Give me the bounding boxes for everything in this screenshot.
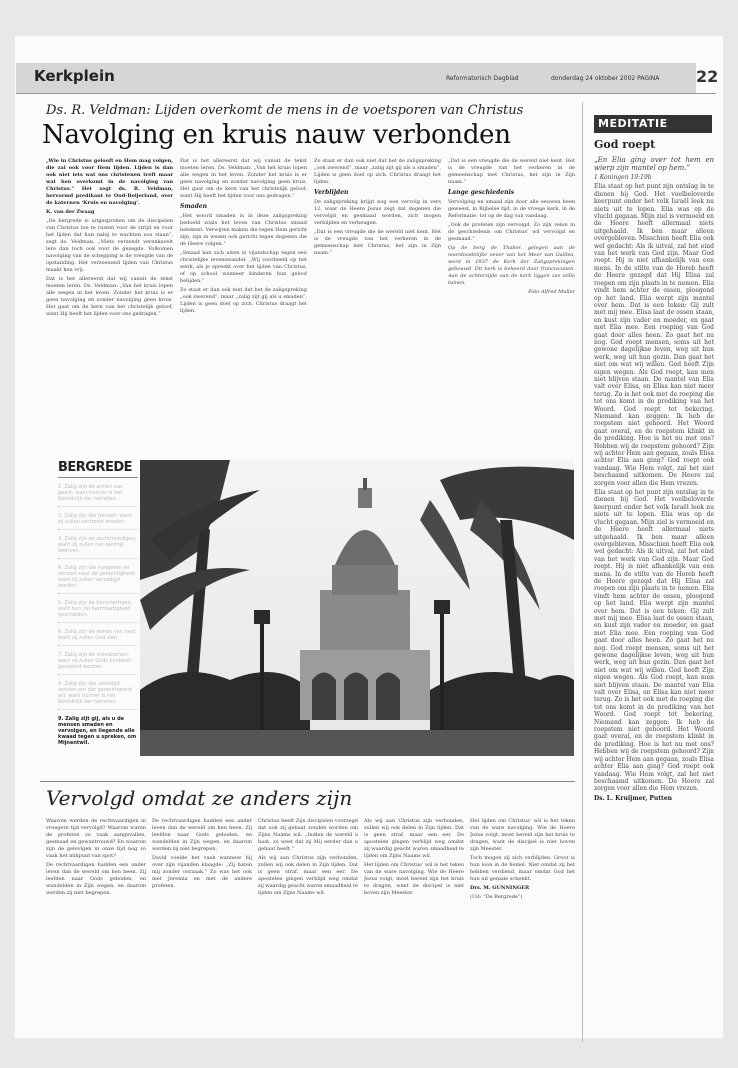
second-article-column-1 xyxy=(46,818,146,1028)
article-paragraph: „De bergrede is uitgesproken om de discipelen van Christus toe te rusten voor de strijd en voor het lijden dat hun nabij te wachten zou staan”, zegt ds. Veldman. „Niets verzendt verenkavelt lere dan toch ook voor de gezegde. Volkomen navolging van de schepping is de vreugde van de opstanding. Het verzoenend lijden van Christus maakt hen vrij. xyxy=(46,218,173,273)
bergrede-item: 3. Zalig zijn de zachtmoedigen; want zij zullen het aardrijk beërven. xyxy=(58,536,138,559)
meditatie-body: Elia staat op het punt zijn ontslag in te dienen bij God. Het voelbeloverde keerpunt onder het volk Israël leek nu niets uit te lopen. Elia was op de vlucht gegaan. Mijn ziel is vermoeid en de Heere heeft allermaal niets uitgehaald. Ik ben maar alleen overgebleven. Misschien heeft Elia ook wel gedacht: Als ik uitval, zal het eind van het werk van God zijn. Maar God roept. Hij is niet afhankelijk van een mens. In de stilte van de Horeb heeft de Heere gezegd dat Hij Elisa zal roepen om zijn plaats in te nemen. Elia vindt hem achter de ossen, ploegend op het land. Elia werpt zijn mantel over hem. Dat is een teken: Gij zult met mij mee. Elisa laat de ossen staan, en kust zijn vader en moeder, en gaat met Elia mee. Een roeping van God gaat door alles heen. Zo gaat het nu nog. God roept mensen, soms uit het gewone dagelijkse leven, weg uit hun werk, weg uit hun gezin. Dan gaat het niet om wat wij willen. God heeft Zijn eigen wegen. Als God roept, kan men niet blijven staan. De mantel van Elia valt over Elisa, en Elisa kan niet meer terug. Zo is het ook met de roeping die tot ons komt in de prediking van het Woord. God roept tot bekering. Niemand kan zeggen: Ik heb de roepstem niet gehoord. Het Woord gaat overal, en de roepstem klinkt in de prediking. Hoe is het nu met ons? Hebben wij de roepstem gehoord? Zijn wij achter Hem aan gegaan, zoals Elisa achter Elia aan ging? God roept ook vandaag. Wie Hem volgt, zal het niet beschaamd uitkomen. De Heere zal zorgen voor allen die Hem vrezen. xyxy=(594,183,714,487)
article-paragraph: „Ook de profeten zijn vervolgd. Zo zijn velen in de geschiedenis om Christus’ wil vervolgd en gesmaad.” xyxy=(448,222,575,242)
header-rule xyxy=(16,93,716,94)
article-paragraph: De zaligspreking krijgt nog een vervolg in vers 12, waar de Heere Jezus zegt dat degenen die vervolgd en gesmaad worden, zich mogen verblijden en verheugen. xyxy=(314,199,441,226)
article-paragraph: De rechtvaardigen hadden een ander leven dan de wereld om hen heen. Zij leefden naar Gods geboden, en wandelden in Zijn wegen, en daarom werden zij niet begrepen. xyxy=(152,818,252,852)
bergrede-item: 4. Zalig zijn die hongeren en dorsten naar de gerechtigheid; want zij zullen verzadigd worden. xyxy=(58,565,138,594)
article-paragraph: Waarom werden de rechtvaardigen in vroegere tijd vervolgd? Waarom waren de profeten zo vaak aangevallen, gesmaad en gewantrouwd? En waarom zijn de gelovigen in onze tijd nog zo vaak het mikpunt van spot? xyxy=(46,818,146,859)
meditatie-label-box xyxy=(594,115,712,133)
article-lead: „Wie in Christus gelooft en Hem mag volgen, die zal ook voor Hem lijden. Lijden is dan ook niet iets wat ons christenen treft maar wat hen overkomt in de navolging van Christus.” Het zegt ds. R. Veldman, hervormd predikant te Oud-Beijerland, over de katernen ‘Kruis en navolging’. xyxy=(46,158,173,206)
meditatie-quote: „En Elia ging over tot hem en wierp zijn mantel op hem.” xyxy=(594,156,714,172)
article-kicker: Ds. R. Veldman: Lijden overkomt de mens in de voetsporen van Christus xyxy=(46,103,524,118)
article-paragraph: „Dat is een vreugde die de wereld niet kent. Het is de vreugde van het verkeren in de gemeenschap met Christus, het zijn in Zijn naam.” xyxy=(314,229,441,256)
bergrede-item: 5. Zalig zijn de barmhartigen; want hun zal barmhartigheid geschieden. xyxy=(58,600,138,623)
article-paragraph: Zo staat er dan ook niet dat het de zaligspreking „ook zwerend”, maar „zalig zijt gij als u smaden”. Lijden is geen doel op zich. Christus draagt het lijden. xyxy=(314,158,441,185)
article-paragraph: Het lijden om Christus’ wil is het teken van de ware navolging. Wie de Heere Jezus volgt, moet bereid zijn het kruis te dragen, want de discipel is niet boven zijn Meester. xyxy=(364,862,464,896)
article-column-3 xyxy=(314,158,441,454)
article-paragraph: Zo staat er dan ook niet dat het de zaligspreking „ook zwerend”, maar „zalig zijt gij als u smaden”. Lijden is geen doel op zich. Christus draagt het lijden. xyxy=(180,287,307,314)
column-separator xyxy=(582,102,583,1042)
second-article-column-3 xyxy=(258,818,358,1028)
bergrede-item: 7. Zalig zijn de vreedzamen; want zij zullen Gods kinderen genaamd worden. xyxy=(58,652,138,675)
page-number: 22 xyxy=(696,67,719,86)
second-article-column-4 xyxy=(364,818,464,1028)
photo-credit: Foto Alfred Muller xyxy=(528,289,575,295)
second-article-headline: Vervolgd omdat ze anders zijn xyxy=(46,786,353,810)
article-headline: Navolging en kruis nauw verbonden xyxy=(42,120,511,150)
section-divider xyxy=(40,781,575,782)
article-paragraph: „Het woord smaden is in deze zaligspreking bedoeld zoals het leven van Christus smaad betekent. Verwijten maken die tegen Hem gericht zijn, zijn in wezen ook gericht tegen degenen die de Heere volgen.” xyxy=(180,213,307,247)
second-article-column-5 xyxy=(470,818,575,1028)
second-article-source: (Uit: “De Bergrede”) xyxy=(470,894,523,900)
bergrede-item: 8. Zalig zijn die vervolgd worden om der gerechtigheid wil; want hunner is het Koninkrijk der hemelen. xyxy=(58,681,138,710)
article-paragraph: Dat is het allereerst dat wij vanuit de tekst moeten leren. Ds. Veldman: „Van het kruis lopen alle wegen in het leven. Zonder het kruis is er geen navolging en zonder navolging geen kruis. Het gaat om de kern van het christelijk geloof, want Hij heeft het lijden voor ons gedragen.” xyxy=(46,276,173,317)
meditatie-reference: 1 Koningen 19:19b xyxy=(594,174,652,181)
article-paragraph: Dat is het allereerst dat wij vanuit de tekst moeten leren. Ds. Veldman: „Van het kruis lopen alle wegen in het leven. Zonder het kruis is er geen navolging en zonder navolging geen kruis. Het gaat om de kern van het christelijk geloof, want Hij heeft het lijden voor ons gedragen.” xyxy=(180,158,307,199)
article-paragraph: De rechtvaardigen hadden een ander leven dan de wereld om hen heen. Zij leefden naar Gods geboden, en wandelden in Zijn wegen, en daarom werden zij niet begrepen. xyxy=(46,862,146,896)
meditatie-label: MEDITATIE xyxy=(598,117,668,130)
article-paragraph: Het lijden om Christus’ wil is het teken van de ware navolging. Wie de Heere Jezus volgt, moet bereid zijn het kruis te dragen, want de discipel is niet boven zijn Meester. xyxy=(470,818,575,852)
bergrede-item-highlighted: 9. Zalig zijt gij, als u de mensen smaden en vervolgen, en liegende alle kwaad tegen u spreken, om Mijnentwil. xyxy=(58,716,137,746)
subhead: Verblijden xyxy=(314,189,349,196)
article-paragraph: Als wij aan Christus zijn verbonden, zullen wij ook delen in Zijn lijden. Dat is geen straf, maar een eer. De apostelen gingen verblijd weg omdat zij waardig geacht waren smaadheid te lijden om Zijns Naams wil. xyxy=(258,855,358,896)
page-header xyxy=(16,63,719,93)
article-column-2 xyxy=(180,158,307,454)
bergrede-item: 6. Zalig zijn de reinen van hart; want zij zullen God zien. xyxy=(58,629,138,646)
meditatie-column xyxy=(594,156,714,1028)
section-title: Kerkplein xyxy=(34,67,115,85)
article-paragraph: Vervolging en smaad zijn door alle eeuwen heen geweest, in Bijbelse tijd, in de vroege kerk, in de Reformatie, tot op de dag van vandaag. xyxy=(448,199,575,219)
article-paragraph: Toch mogen zij zich verblijden. Groot is hun loon in de hemel. Niet omdat zij het hebben verdiend, maar omdat God het hun uit genade schenkt. xyxy=(470,855,575,882)
bergrede-item: 2. Zalig zijn die treuren; want zij zullen vertroost worden. xyxy=(58,513,138,530)
issue-date: donderdag 24 oktober 2002 PAGINA xyxy=(551,75,660,82)
church-photo xyxy=(140,460,574,756)
article-paragraph: „Smaad kan zich uiten in vijandschap tegen een christelijke levenswandel. „Wij voorbeeld op het werk, als je spreekt over het lijden van Christus, of op school wanneer kinderen hun geloof belijden.” xyxy=(180,250,307,284)
article-paragraph: Als wij aan Christus zijn verbonden, zullen wij ook delen in Zijn lijden. Dat is geen straf, maar een eer. De apostelen gingen verblijd weg omdat zij waardig geacht waren smaadheid te lijden om Zijns Naams wil. xyxy=(364,818,464,859)
photo-caption: Op de berg de Thabor, gelegen aan de noordoostelijke oever van het Meer van Galilea, werd in 1937 de Kerk der Zaligsprekingen gebouwd. Dit kerk is beheerd door franciscanen. Aan de achterzijde van de kerk liggen zes stille tuinen. xyxy=(448,245,575,286)
second-article-signature: Drs. M. GUNNINGER xyxy=(470,885,530,891)
article-paragraph: Christus heeft Zijn discipelen voorzegd dat ook zij gehaat zouden worden om Zijns Naams wil. „Indien de wereld u haat, zo weet dat zij Mij eerder dan u gehaat heeft.” xyxy=(258,818,358,852)
article-byline: K. van der Zwaag xyxy=(46,209,95,215)
meditatie-author: Ds. L. Kruijmer, Putten xyxy=(594,794,673,802)
second-article-column-2 xyxy=(152,818,252,1028)
article-paragraph: „Dat is een vreugde die de wereld niet kent. Het is de vreugde van het verkeren in de gemeenschap met Christus, het zijn in Zijn naam.” xyxy=(448,158,575,185)
bergrede-item: 1. Zalig zijn de armen van geest; want hunner is het Koninkrijk der hemelen. xyxy=(58,484,138,507)
subhead: Smaden xyxy=(180,203,207,210)
article-column-1 xyxy=(46,158,173,454)
article-paragraph: David voelde het vaak wanneer hij over zijn vijanden klaagde: „Zij haten mij zonder oorzaak.” Zo was het ook met Jeremia en met de andere profeten. xyxy=(152,855,252,889)
meditatie-body: Elia staat op het punt zijn ontslag in te dienen bij God. Het voelbeloverde keerpunt onder het volk Israël leek nu niets uit te lopen. Elia was op de vlucht gegaan. Mijn ziel is vermoeid en de Heere heeft allermaal niets uitgehaald. Ik ben maar alleen overgebleven. Misschien heeft Elia ook wel gedacht: Als ik uitval, zal het eind van het werk van God zijn. Maar God roept. Hij is niet afhankelijk van een mens. In de stilte van de Horeb heeft de Heere gezegd dat Hij Elisa zal roepen om zijn plaats in te nemen. Elia vindt hem achter de ossen, ploegend op het land. Elia werpt zijn mantel over hem. Dat is een teken: Gij zult met mij mee. Elisa laat de ossen staan, en kust zijn vader en moeder, en gaat met Elia mee. Een roeping van God gaat door alles heen. Zo gaat het nu nog. God roept mensen, soms uit het gewone dagelijkse leven, weg uit hun werk, weg uit hun gezin. Dan gaat het niet om wat wij willen. God heeft Zijn eigen wegen. Als God roept, kan men niet blijven staan. De mantel van Elia valt over Elisa, en Elisa kan niet meer terug. Zo is het ook met de roeping die tot ons komt in de prediking van het Woord. God roept tot bekering. Niemand kan zeggen: Ik heb de roepstem niet gehoord. Het Woord gaat overal, en de roepstem klinkt in de prediking. Hoe is het nu met ons? Hebben wij de roepstem gehoord? Zijn wij achter Hem aan gegaan, zoals Elisa achter Elia aan ging? God roept ook vandaag. Wie Hem volgt, zal het niet beschaamd uitkomen. De Heere zal zorgen voor allen die Hem vrezen. xyxy=(594,489,714,793)
article-column-4 xyxy=(448,158,575,454)
subhead: Lange geschiedenis xyxy=(448,189,515,196)
bergrede-title: BERGREDE xyxy=(58,460,138,478)
newspaper-name: Reformatorisch Dagblad xyxy=(446,75,519,82)
meditatie-title: God roept xyxy=(594,138,656,151)
